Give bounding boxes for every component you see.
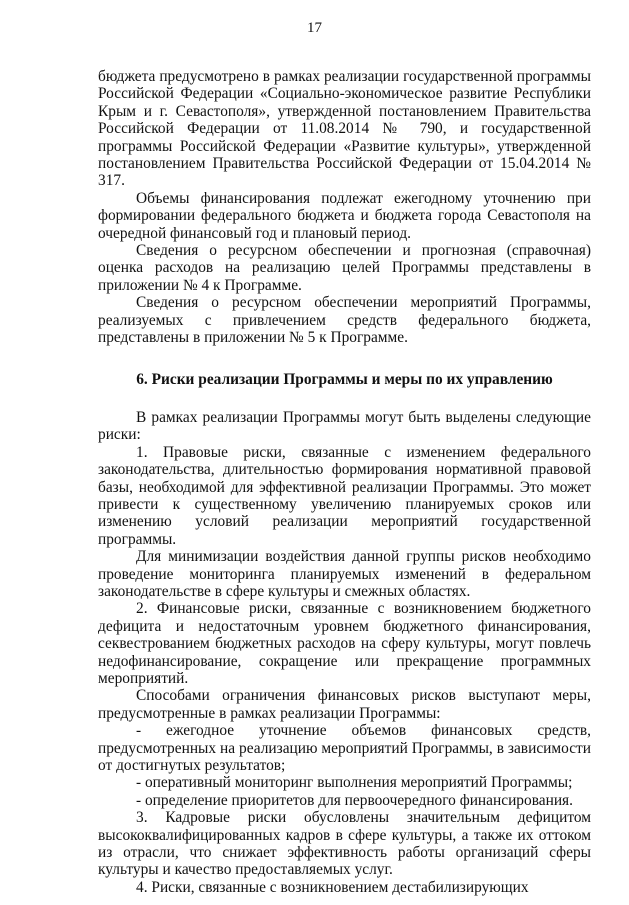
paragraph: бюджета предусмотрено в рамках реализации государственной программы Российской Федерации «Социально-экономическое развитие Республики Крым и г. Севастополя», утвержденной постановлением Правительства Российской Федерации от 11.08.2014 № 790, и государственной программы Российской Федерации «Развитие культуры», утвержденной постановлением Правительства Российской Федерации от 15.04.2014 № 317. [98,68,591,190]
paragraph: В рамках реализации Программы могут быть выделены следующие риски: [98,408,591,444]
paragraph: Способами ограничения финансовых рисков выступают меры, предусмотренные в рамках реализации Программы: [98,687,591,722]
paragraph: Объемы финансирования подлежат ежегодному уточнению при формировании федерального бюджета и бюджета города Севастополя на очередной финансовый год и плановый период. [98,189,591,242]
list-item: - оперативный мониторинг выполнения мероприятий Программы; [136,774,573,792]
paragraph: 3. Кадровые риски обусловлены значительным дефицитом высококвалифицированных кадров в сфере культуры, а также их оттоком из отрасли, что снижает эффективность работы организаций сферы культуры и качество предоставляемых услуг. [98,809,591,879]
paragraph: 4. Риски, связанные с возникновением дестабилизирующих [136,878,529,896]
list-item: - определение приоритетов для первоочередного финансирования. [136,791,573,809]
page-number: 17 [307,20,322,36]
section-heading: 6. Риски реализации Программы и меры по их управлению [136,370,553,388]
paragraph: 2. Финансовые риски, связанные с возникновением бюджетного дефицита и недостаточным уровнем бюджетного финансирования, секвестрованием бюджетных расходов на сферу культуры, могут повлечь недофинансирование, сокращение или прекращение программных мероприятий. [98,600,591,687]
paragraph: Сведения о ресурсном обеспечении и прогнозная (справочная) оценка расходов на реализацию целей Программы представлены в приложении № 4 к Программе. [98,242,591,294]
document-body [98,68,591,896]
list-item: - ежегодное уточнение объемов финансовых средств, предусмотренных на реализацию мероприятий Программы, в зависимости от достигнутых результатов; [98,722,591,775]
paragraph: Сведения о ресурсном обеспечении мероприятий Программы, реализуемых с привлечением средств федерального бюджета, представлены в приложении № 5 к Программе. [98,294,591,347]
paragraph: Для минимизации воздействия данной группы рисков необходимо проведение мониторинга планируемых изменений в федеральном законодательстве в сфере культуры и смежных областях. [98,548,591,600]
paragraph: 1. Правовые риски, связанные с изменением федерального законодательства, длительностью формирования нормативной правовой базы, необходимой для эффективной реализации Программы. Это может привести к существенному увеличению планируемых сроков или изменению условий реализации мероприятий государственной программы. [98,443,591,548]
